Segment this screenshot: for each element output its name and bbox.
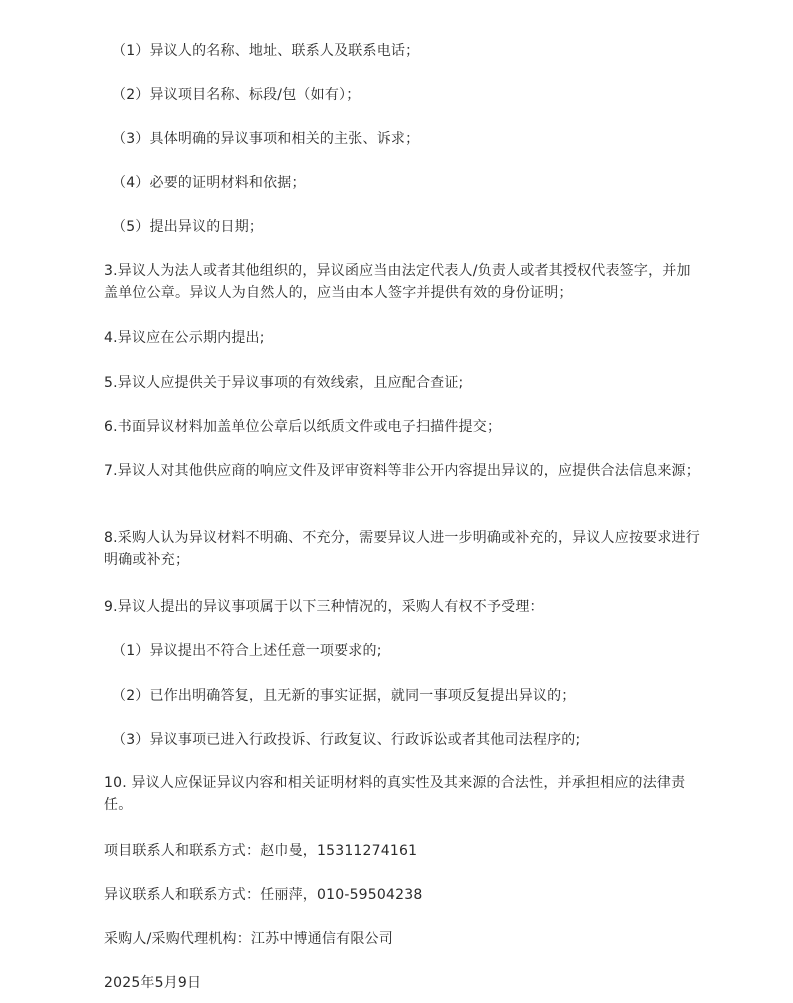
requirement-item-3: （3）具体明确的异议事项和相关的主张、诉求； [112, 131, 420, 147]
paragraph-8: 8.采购人认为异议材料不明确、不充分，需要异议人进一步明确或补充的，异议人应按要求进行明确或补充； [104, 530, 700, 568]
requirement-item-2: （2）异议项目名称、标段/包（如有）； [112, 87, 361, 103]
project-contact: 项目联系人和联系方式：赵巾曼，15311274161 [104, 843, 418, 859]
paragraph-5: 5.异议人应提供关于异议事项的有效线索，且应配合查证; [104, 375, 464, 391]
requirement-item-1: （1）异议人的名称、地址、联系人及联系电话； [112, 43, 420, 59]
paragraph-10: 10. 异议人应保证异议内容和相关证明材料的真实性及其来源的合法性，并承担相应的法律责任。 [104, 775, 686, 813]
paragraph-6: 6.书面异议材料加盖单位公章后以纸质文件或电子扫描件提交； [104, 419, 502, 435]
document-date: 2025年5月9日 [104, 975, 202, 991]
paragraph-4: 4.异议应在公示期内提出; [104, 330, 265, 346]
rejection-item-2: （2）已作出明确答复，且无新的事实证据，就同一事项反复提出异议的； [112, 688, 576, 704]
requirement-item-4: （4）必要的证明材料和依据； [112, 175, 306, 191]
paragraph-3: 3.异议人为法人或者其他组织的，异议函应当由法定代表人/负责人或者其授权代表签字，并加盖单位公章。异议人为自然人的，应当由本人签字并提供有效的身份证明； [104, 263, 691, 301]
requirement-item-5: （5）提出异议的日期； [112, 219, 264, 235]
paragraph-9: 9.异议人提出的异议事项属于以下三种情况的，采购人有权不予受理： [104, 599, 544, 615]
procurement-agency: 采购人/采购代理机构：江苏中博通信有限公司 [104, 931, 393, 947]
rejection-item-1: （1）异议提出不符合上述任意一项要求的; [112, 643, 382, 659]
paragraph-7: 7.异议人对其他供应商的响应文件及评审资料等非公开内容提出异议的，应提供合法信息来源； [104, 463, 700, 479]
rejection-item-3: （3）异议事项已进入行政投诉、行政复议、行政诉讼或者其他司法程序的; [112, 732, 581, 748]
objection-contact: 异议联系人和联系方式：任丽萍，010-59504238 [104, 887, 423, 903]
